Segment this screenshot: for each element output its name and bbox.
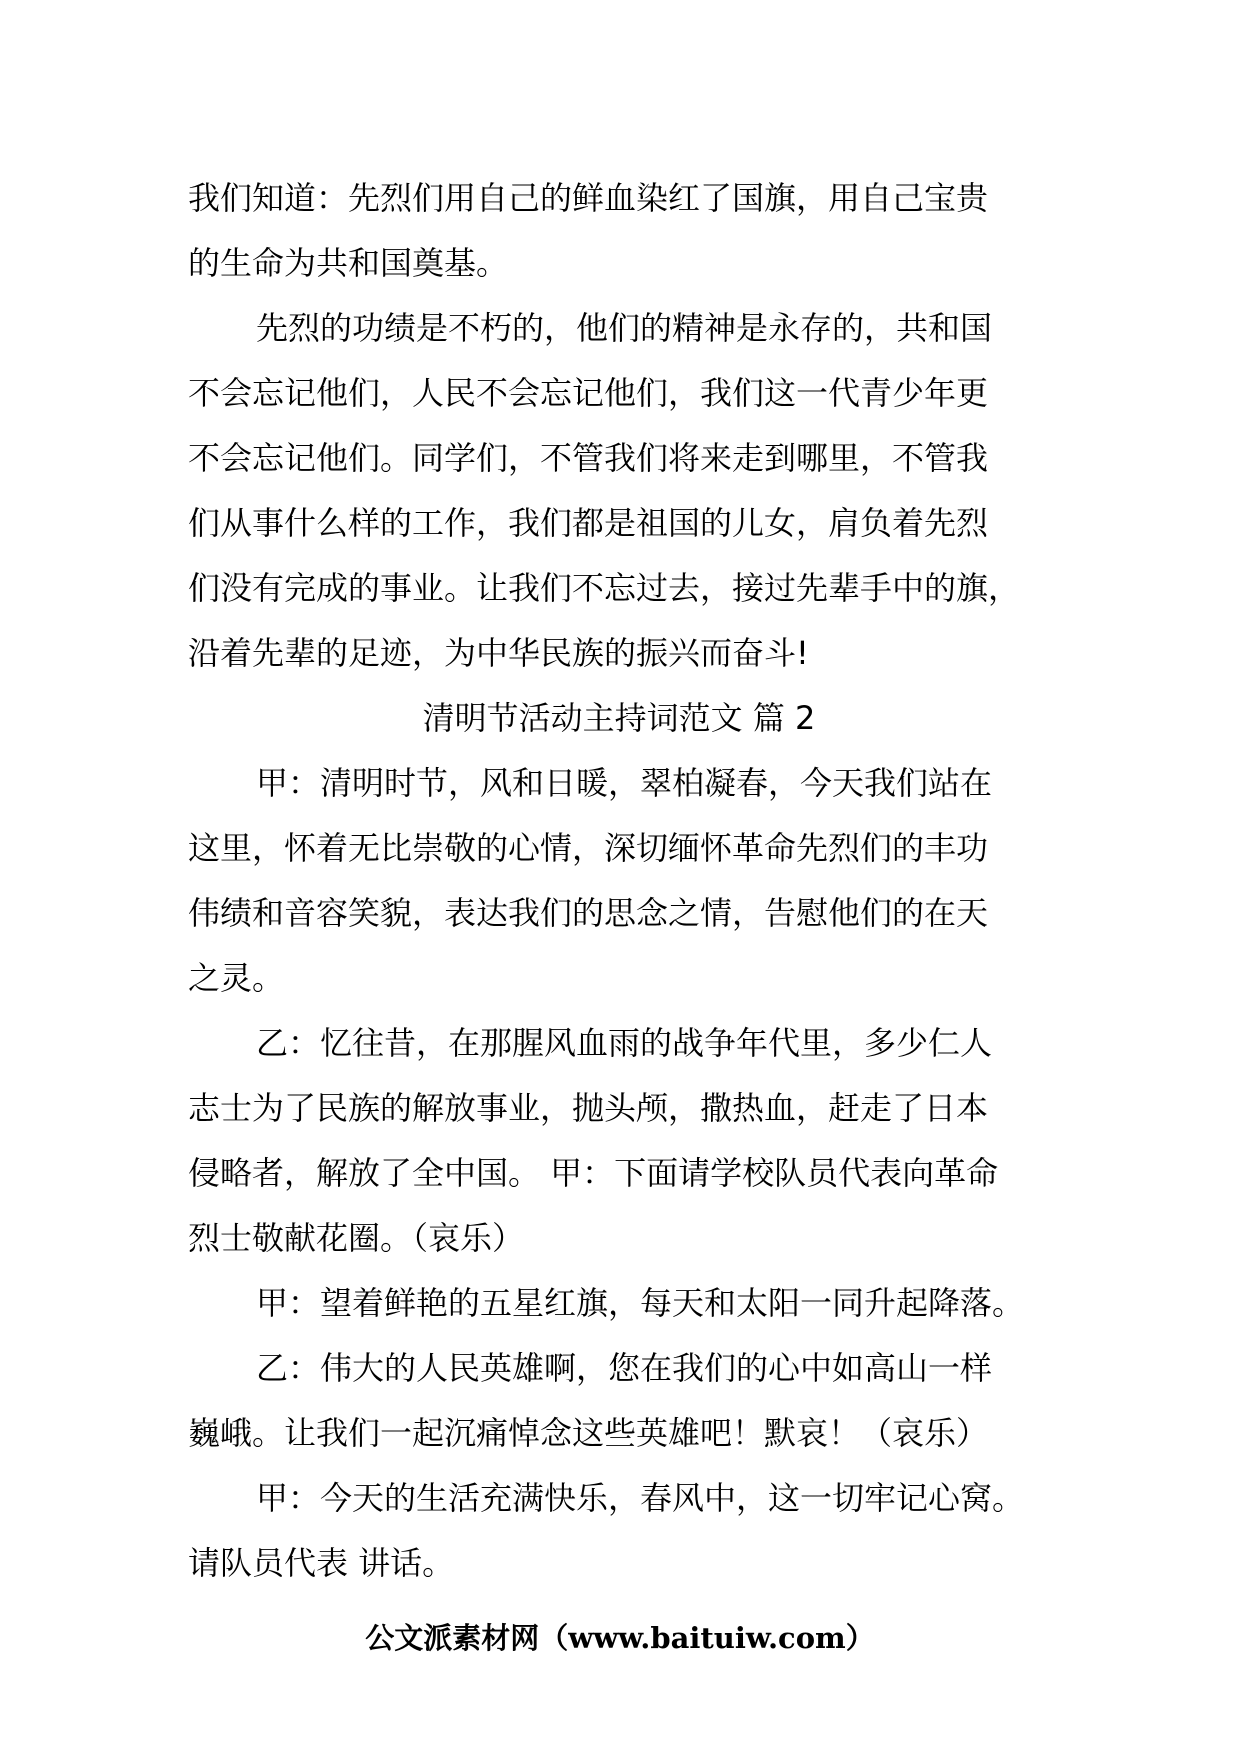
text-line: 志士为了民族的解放事业，抛头颅，撒热血，赶走了日本 bbox=[188, 1089, 989, 1127]
body-text bbox=[188, 166, 1050, 1596]
text-line: 甲：望着鲜艳的五星红旗，每天和太阳一同升起降落。 bbox=[256, 1284, 1025, 1322]
text-line: 们没有完成的事业。让我们不忘过去，接过先辈手中的旗， bbox=[188, 569, 1021, 607]
text-line: 甲：今天的生活充满快乐，春风中，这一切牢记心窝。 bbox=[256, 1479, 1025, 1517]
text-line: 之灵。 bbox=[188, 959, 285, 997]
text-line: 的生命为共和国奠基。 bbox=[188, 244, 509, 282]
text-line: 乙：伟大的人民英雄啊，您在我们的心中如高山一样 bbox=[256, 1349, 993, 1387]
text-line: 侵略者，解放了全中国。 甲：下面请学校队员代表向革命 bbox=[188, 1154, 999, 1192]
text-line: 巍峨。让我们一起沉痛悼念这些英雄吧！默哀！（哀乐） bbox=[188, 1414, 989, 1452]
text-line: 们从事什么样的工作，我们都是祖国的儿女，肩负着先烈 bbox=[188, 504, 989, 542]
text-line: 先烈的功绩是不朽的，他们的精神是永存的，共和国 bbox=[256, 309, 993, 347]
footer-source: 公文派素材网（www.baituiw.com） bbox=[365, 1621, 875, 1655]
text-line: 烈士敬献花圈。（哀乐） bbox=[188, 1219, 525, 1257]
text-line: 乙：忆往昔，在那腥风血雨的战争年代里，多少仁人 bbox=[256, 1024, 993, 1062]
text-line: 不会忘记他们。同学们，不管我们将来走到哪里，不管我 bbox=[188, 439, 989, 477]
text-line: 甲：清明时节，风和日暖，翠柏凝春，今天我们站在 bbox=[256, 764, 993, 802]
text-line: 我们知道：先烈们用自己的鲜血染红了国旗，用自己宝贵 bbox=[188, 179, 989, 217]
text-line: 沿着先辈的足迹，为中华民族的振兴而奋斗! bbox=[188, 634, 809, 672]
text-line: 不会忘记他们，人民不会忘记他们，我们这一代青少年更 bbox=[188, 374, 989, 412]
text-line: 这里，怀着无比崇敬的心情，深切缅怀革命先烈们的丰功 bbox=[188, 829, 989, 867]
text-line: 请队员代表 讲话。 bbox=[188, 1544, 455, 1582]
text-line: 伟绩和音容笑貌，表达我们的思念之情，告慰他们的在天 bbox=[188, 894, 989, 932]
section-heading: 清明节活动主持词范文 篇 2 bbox=[422, 699, 816, 737]
